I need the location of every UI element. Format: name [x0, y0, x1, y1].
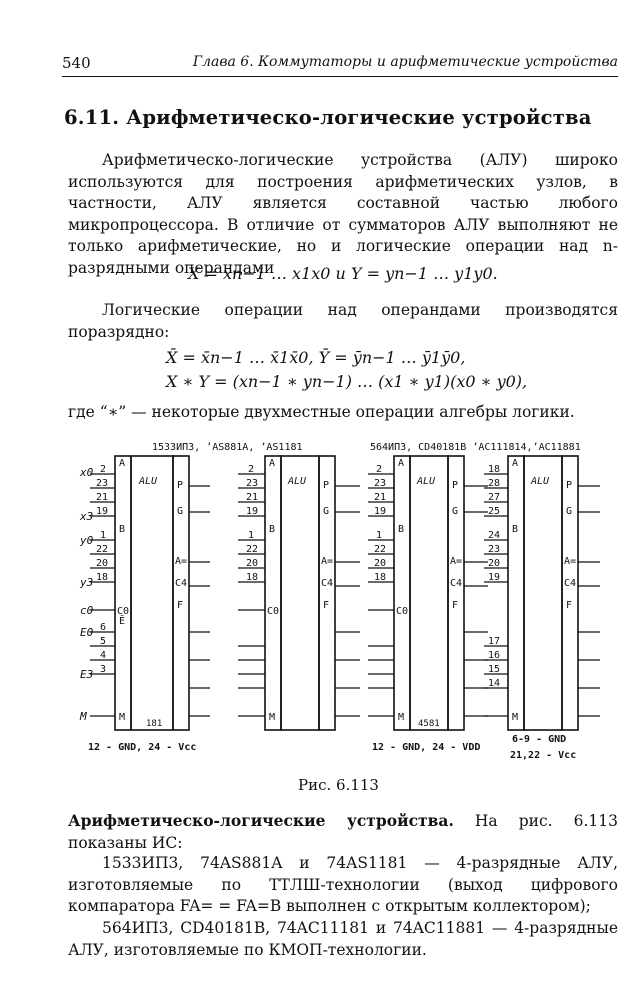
- field-label: B: [512, 524, 519, 535]
- page-number: 540: [62, 54, 91, 72]
- output-pins-chip-3: [464, 486, 488, 716]
- pin-number: 24: [488, 530, 501, 541]
- chip-code: 181: [146, 719, 163, 729]
- pin-number: 23: [96, 478, 109, 489]
- field-label: A=: [450, 556, 463, 567]
- power-note-mid: 12 - GND, 24 - VDD: [372, 742, 481, 753]
- power-note-right: 21,22 - Vcc: [510, 750, 577, 761]
- field-label: P: [452, 480, 459, 491]
- pin-number: 25: [488, 506, 501, 517]
- pin-number: 1: [248, 530, 255, 541]
- pin-number: 17: [488, 636, 501, 647]
- page-header: [62, 54, 618, 77]
- pin-number: 21: [246, 492, 259, 503]
- field-label: M: [269, 712, 276, 723]
- field-label: G: [566, 506, 573, 517]
- input-label: E3: [80, 668, 94, 681]
- pin-number: 2: [248, 464, 255, 475]
- field-label: B: [398, 524, 405, 535]
- input-label: x0: [80, 466, 94, 479]
- pin-number: 18: [96, 572, 109, 583]
- pin-number: 23: [488, 544, 501, 555]
- formula-operands: X = xn−1 … x1x0 и Y = yn−1 … y1y0.: [188, 264, 498, 283]
- chip-code: 4581: [418, 719, 440, 729]
- chip-ac11181: [508, 456, 578, 730]
- paragraph-intro: Арифметическо-логические устройства (АЛУ) широко используются для построения арифметических узлов, в частности, АЛУ является составной частью любого микропроцессора. В отличие от сумматоров АЛУ выполняют не только арифметические, но и логические операции над n-разрядными операндами: [68, 151, 618, 277]
- pin-number: 19: [488, 572, 501, 583]
- alu-label: ALU: [531, 476, 550, 487]
- running-title: Глава 6. Коммутаторы и арифметические устройства: [192, 54, 618, 70]
- pin-number: 22: [246, 544, 259, 555]
- paragraph-lead: Арифметическо-логические устройства.: [68, 811, 454, 830]
- field-label: M: [398, 712, 405, 723]
- paragraph-cmos-chips: 564ИП3, CD40181B, 74AC11181 и 74AC11881 — 4-разрядные АЛУ, изготовляемые по КМОП-технологии.: [68, 919, 618, 959]
- input-label: x3: [80, 510, 94, 523]
- chip-as881a: [265, 456, 335, 730]
- pin-number: 1: [100, 530, 107, 541]
- chip-564ip3: [394, 456, 464, 730]
- field-label: C0: [267, 606, 280, 617]
- input-label: E0: [80, 626, 94, 639]
- field-label: P: [566, 480, 573, 491]
- paragraph-alu-heading: [68, 810, 618, 854]
- pin-number: 16: [488, 650, 501, 661]
- pin-number: 20: [374, 558, 387, 569]
- output-pins-chip-4: [578, 486, 600, 716]
- section-title: 6.11. Арифметическо-логические устройства: [64, 106, 592, 129]
- alu-label: ALU: [139, 476, 158, 487]
- input-label: y3: [80, 576, 94, 589]
- input-label: y0: [80, 534, 94, 547]
- field-label: A: [269, 458, 276, 469]
- alu-label: ALU: [417, 476, 436, 487]
- field-label: F: [177, 600, 184, 611]
- power-note-right: 6-9 - GND: [512, 734, 567, 745]
- pin-number: 15: [488, 664, 501, 675]
- field-label: G: [323, 506, 330, 517]
- input-label: c0: [80, 604, 94, 617]
- field-label: C4: [450, 578, 463, 589]
- input-labels-chip-1: [79, 466, 94, 723]
- field-label: B: [119, 524, 126, 535]
- chip-1533ip3: [115, 456, 189, 730]
- figure-right-title: 564ИП3, CD40181B ’AC111814,’AC11881: [370, 442, 581, 453]
- pin-number: 27: [488, 492, 501, 503]
- field-label: A: [119, 458, 126, 469]
- paragraph-bitwise: Логические операции над операндами производятся поразрядно:: [68, 301, 618, 341]
- pin-numbers-chip-2: [246, 458, 333, 723]
- field-label: A: [398, 458, 405, 469]
- pin-number: 22: [374, 544, 387, 555]
- pin-number: 4: [100, 650, 107, 661]
- field-label: C4: [175, 578, 188, 589]
- field-label: C0: [117, 606, 130, 617]
- field-label: F: [566, 600, 573, 611]
- pin-number: 20: [96, 558, 109, 569]
- output-pins-chip-1: [189, 486, 210, 716]
- pin-number: 20: [488, 558, 501, 569]
- field-label: F: [452, 600, 459, 611]
- pin-number: 2: [376, 464, 383, 475]
- alu-label: ALU: [288, 476, 307, 487]
- pin-number: 19: [374, 506, 387, 517]
- field-label: M: [512, 712, 519, 723]
- paragraph-lead-rest: На рис. 6.113 показаны ИС:: [68, 812, 618, 852]
- pin-number: 6: [100, 622, 107, 633]
- pin-numbers-chip-4: [488, 458, 576, 723]
- field-label: G: [452, 506, 459, 517]
- field-label: C4: [564, 578, 577, 589]
- pin-number: 28: [488, 478, 501, 489]
- paragraph-ttl-chips: 1533ИП3, 74AS881A и 74AS1181 — 4-разрядные АЛУ, изготовляемые по ТТЛШ-технологии (выход цифрового компаратора FA= = FA=B выполнен с открытым коллектором);: [68, 854, 618, 915]
- pin-number: 18: [246, 572, 259, 583]
- pin-number: 5: [100, 636, 107, 647]
- figure-left-title: 1533ИП3, ’AS881A, ’AS1181: [152, 442, 303, 453]
- pin-number: 1: [376, 530, 383, 541]
- field-label: G: [177, 506, 184, 517]
- pin-field-labels-chip-1: [117, 458, 187, 723]
- pin-number: 23: [246, 478, 259, 489]
- field-label: A=: [321, 556, 334, 567]
- pin-number: 20: [246, 558, 259, 569]
- pin-number: 22: [96, 544, 109, 555]
- pin-number: 19: [96, 506, 109, 517]
- field-label: Ē: [119, 616, 126, 627]
- field-label: C4: [321, 578, 334, 589]
- field-label: A=: [175, 556, 188, 567]
- paragraph-operation-note: где “∗” — некоторые двухместные операции алгебры логики.: [68, 403, 575, 421]
- output-pins-chip-2: [335, 486, 360, 716]
- pin-number: 3: [100, 664, 107, 675]
- pin-numbers-chip-1: [96, 464, 108, 675]
- field-label: A=: [564, 556, 577, 567]
- pin-number: 19: [246, 506, 259, 517]
- alu-pinout-figure: [60, 436, 626, 772]
- field-label: B: [269, 524, 276, 535]
- pin-numbers-chip-3: [374, 458, 462, 723]
- power-note-left: 12 - GND, 24 - Vcc: [88, 742, 197, 753]
- field-label: C0: [396, 606, 409, 617]
- field-label: A: [512, 458, 519, 469]
- pin-number: 18: [488, 464, 501, 475]
- pin-number: 14: [488, 678, 501, 689]
- field-label: M: [119, 712, 126, 723]
- field-label: F: [323, 600, 330, 611]
- pin-number: 18: [374, 572, 387, 583]
- formula-operation: X ∗ Y = (xn−1 ∗ yn−1) … (x1 ∗ y1)(x0 ∗ y0),: [166, 372, 528, 391]
- figure-caption: Рис. 6.113: [298, 776, 379, 794]
- field-label: P: [177, 480, 184, 491]
- pin-number: 21: [374, 492, 387, 503]
- formula-inversion: X̄ = x̄n−1 … x̄1x̄0, Ȳ = ȳn−1 … ȳ1ȳ0,: [166, 348, 466, 367]
- pin-number: 21: [96, 492, 109, 503]
- field-label: P: [323, 480, 330, 491]
- input-label: M: [80, 710, 87, 723]
- pin-number: 23: [374, 478, 387, 489]
- pin-number: 2: [100, 464, 107, 475]
